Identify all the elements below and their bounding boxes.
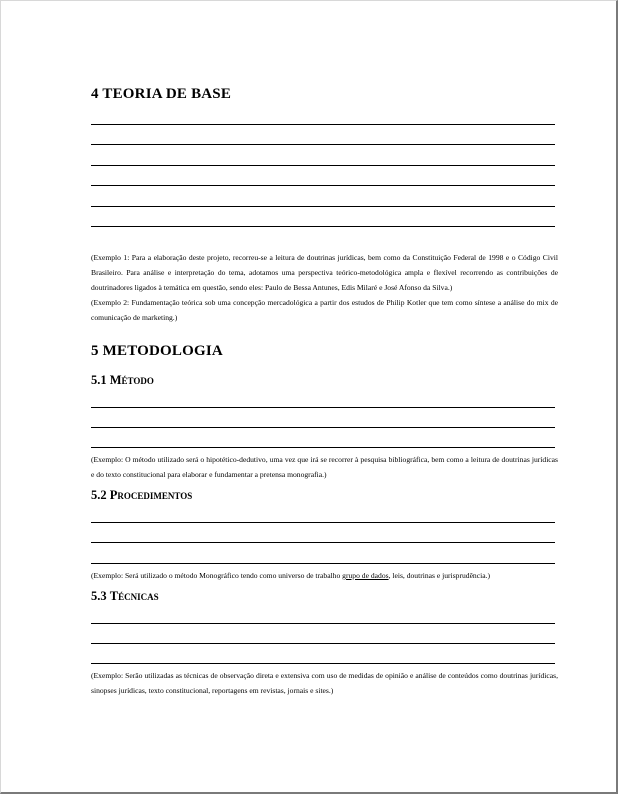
tecnicas-blank-line-2[interactable]: [91, 643, 555, 644]
metodo-example: [91, 452, 558, 482]
section-5-heading: 5 METODOLOGIA: [91, 343, 223, 359]
subsection-number: 5.2: [91, 488, 107, 502]
example-text-part: (Exemplo: Será utilizado o método Monográfico tendo como universo de trabalho: [91, 571, 343, 580]
procedimentos-example: [91, 568, 558, 583]
subsection-number: 5.3: [91, 589, 107, 603]
blank-line-5[interactable]: [91, 206, 555, 207]
blank-line-1[interactable]: [91, 124, 555, 125]
subsection-label: Técnicas: [109, 589, 159, 603]
example-2-text: (Exemplo 2: Fundamentação teórica sob uma concepção mercadológica a partir dos estudos de Philip Kotler que tem como síntese a análise do mix de comunicação de marketing.): [91, 298, 558, 322]
procedimentos-blank-line-2[interactable]: [91, 542, 555, 543]
subsection-number: 5.1: [91, 373, 107, 387]
underlined-term: grupo de dados: [342, 571, 389, 580]
subsection-label: Método: [109, 373, 154, 387]
metodo-blank-line-1[interactable]: [91, 407, 555, 408]
blank-line-6[interactable]: [91, 226, 555, 227]
blank-line-4[interactable]: [91, 185, 555, 186]
subsection-procedimentos-heading: [91, 488, 192, 503]
metodo-blank-line-2[interactable]: [91, 427, 555, 428]
tecnicas-blank-line-1[interactable]: [91, 623, 555, 624]
metodo-example-text: (Exemplo: O método utilizado será o hipotético-dedutivo, uma vez que irá se recorrer à pesquisa bibliográfica, bem como a leitura de doutrinas jurídicas e do texto constitucional para elaborar e fundamentar a pretensa monografia.): [91, 455, 558, 479]
procedimentos-blank-line-1[interactable]: [91, 522, 555, 523]
subsection-label: Procedimentos: [109, 488, 193, 502]
tecnicas-blank-line-3[interactable]: [91, 663, 555, 664]
tecnicas-example: [91, 668, 558, 698]
example-1-text: (Exemplo 1: Para a elaboração deste projeto, recorreu-se a leitura de doutrinas jurídicas, bem como da Constituição Federal de 1998 e o Código Civil Brasileiro. Para análise e interpretação do tema, adotamos uma perspectiva teórico-metodológica ampla e flexível recorrendo as contribuições de doutrinadores ligados à temática em questão, sendo eles: Paulo de Bessa Antunes, Edis Milaré e José Afonso da Silva.): [91, 253, 558, 292]
subsection-tecnicas-heading: [91, 589, 159, 604]
blank-line-3[interactable]: [91, 165, 555, 166]
procedimentos-example-text: [91, 568, 558, 583]
section-4-examples: [91, 250, 558, 325]
procedimentos-blank-line-3[interactable]: [91, 563, 555, 564]
blank-line-2[interactable]: [91, 144, 555, 145]
example-text-part: , leis, doutrinas e jurisprudência.): [388, 571, 491, 580]
section-4-heading: 4 TEORIA DE BASE: [91, 86, 232, 102]
subsection-metodo-heading: [91, 373, 154, 388]
tecnicas-example-text: (Exemplo: Serão utilizadas as técnicas de observação direta e extensiva com uso de medidas de opinião e análise de conteúdos como doutrinas jurídicas, sinopses jurídicas, texto constitucional, reportagens em revistas, jornais e sites.): [91, 671, 558, 695]
metodo-blank-line-3[interactable]: [91, 447, 555, 448]
